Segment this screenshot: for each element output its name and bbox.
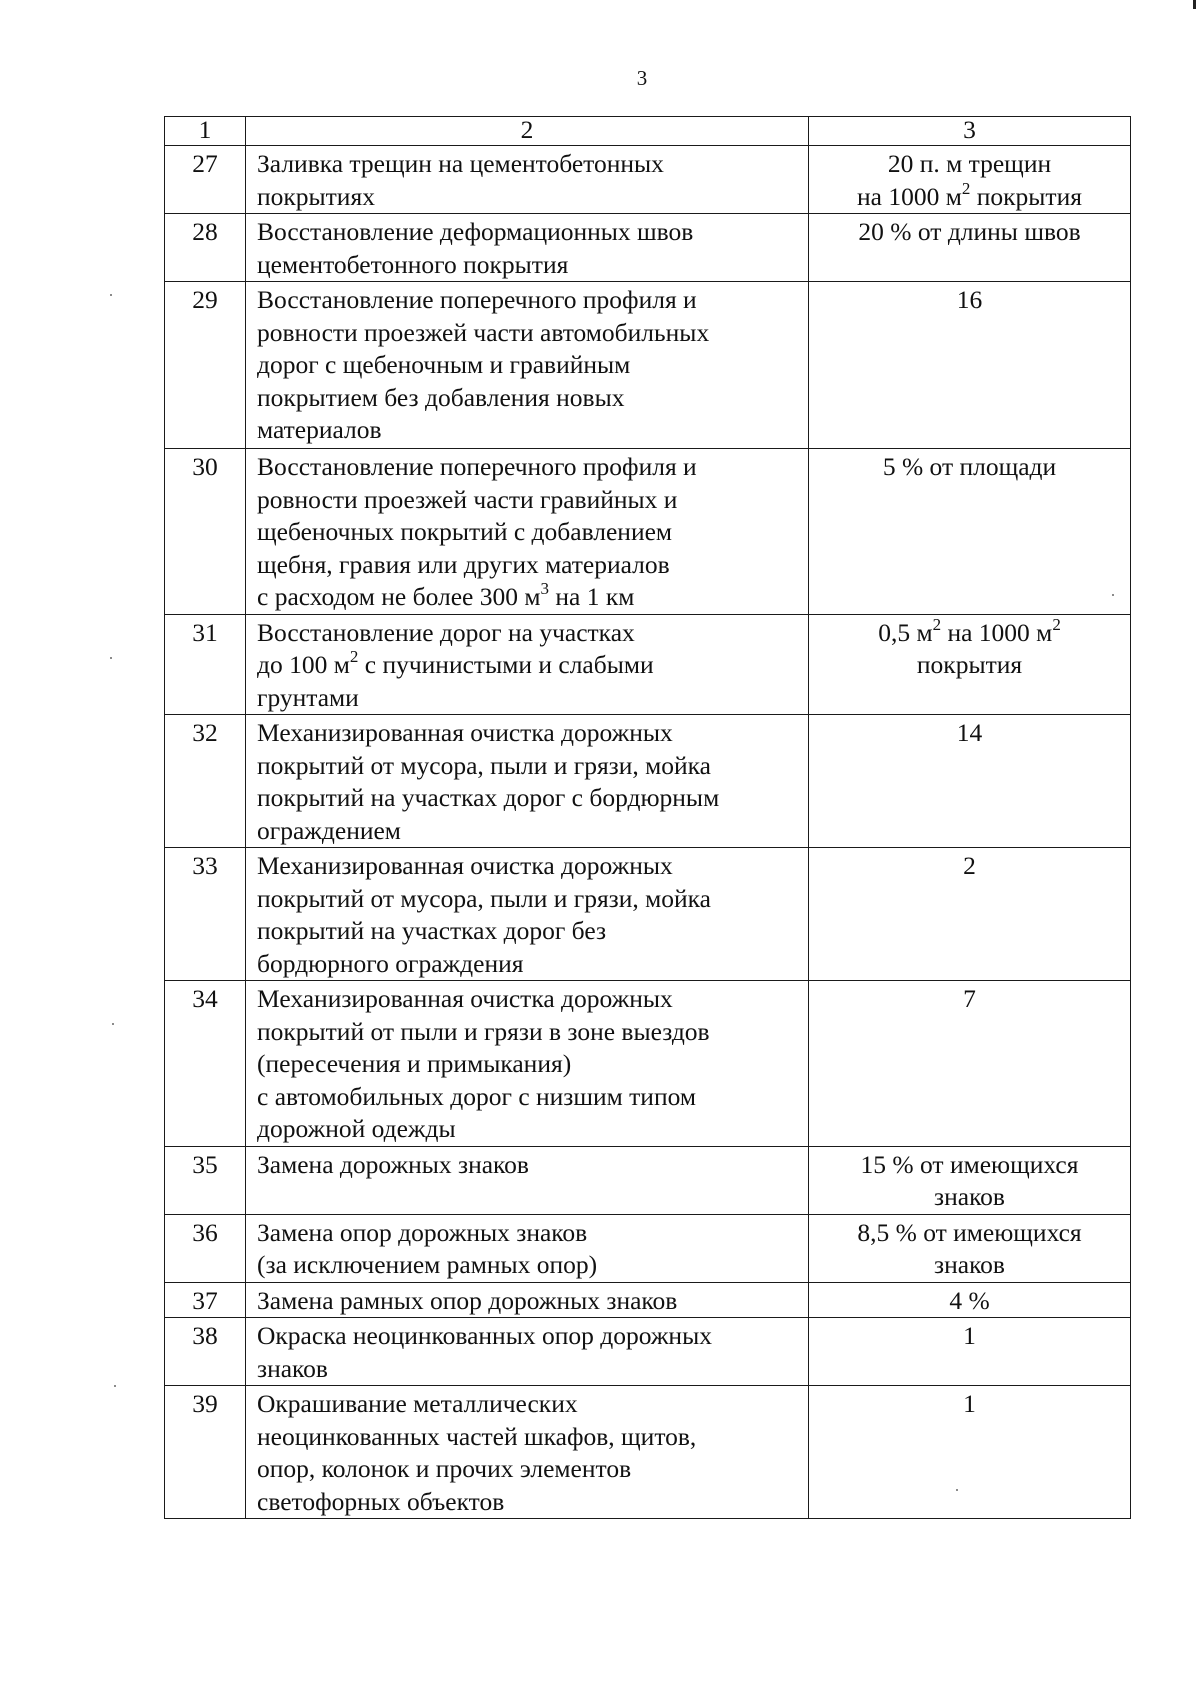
cell-line: Восстановление дорог на участках: [257, 617, 635, 647]
norm-value: [809, 1318, 1131, 1386]
norm-value: [809, 214, 1131, 282]
cell-line: [815, 148, 1124, 181]
cell-line: (пересечения и примыкания): [257, 1049, 572, 1078]
scan-speck: [1112, 594, 1114, 596]
text-run: 20 п. м трещин: [887, 149, 1052, 178]
table-row: [165, 449, 1131, 615]
cell-line: [815, 1249, 1124, 1282]
cell-line: Механизированная очистка дорожных: [257, 984, 673, 1013]
table-row: [165, 282, 1131, 449]
work-name: [246, 614, 809, 715]
cell-line: [815, 1217, 1124, 1250]
work-name: [246, 214, 809, 282]
scan-speck: [112, 1023, 114, 1025]
cell-line: неоцинкованных частей шкафов, щитов,: [257, 1421, 697, 1451]
text-run: на 1000 м: [941, 617, 1053, 647]
cell-line: ограждением: [257, 815, 401, 845]
text-run: 5 % от площади: [882, 452, 1057, 481]
cell-line: [815, 451, 1124, 484]
scan-speck: [110, 294, 112, 296]
row-number: 37: [165, 1282, 246, 1318]
work-name: [246, 146, 809, 214]
cell-line: покрытий от мусора, пыли и грязи, мойка: [257, 750, 711, 780]
cell-line: материалов: [257, 415, 382, 444]
scan-speck: [110, 657, 112, 659]
cell-line: Заливка трещин на цементобетонных: [257, 149, 664, 178]
text-run: 14: [956, 718, 983, 747]
table-row: [165, 715, 1131, 848]
cell-line: покрытий от мусора, пыли и грязи, мойка: [257, 883, 711, 913]
norm-value: [809, 1214, 1131, 1282]
table-row: [165, 614, 1131, 715]
cell-line: Восстановление деформационных швов: [257, 217, 694, 246]
text-run: 15 % от имеющихся: [860, 1149, 1079, 1179]
norms-table: [164, 116, 1131, 1519]
text-run: 4 %: [949, 1285, 990, 1315]
cell-line: дорог с щебеночным и гравийным: [257, 350, 631, 379]
row-number: 32: [165, 715, 246, 848]
table-row: [165, 1146, 1131, 1214]
column-header: 3: [809, 117, 1131, 146]
cell-line: [815, 1320, 1124, 1353]
cell-line: бордюрного ограждения: [257, 948, 524, 978]
cell-line: [815, 216, 1124, 249]
text-run: знаков: [934, 1182, 1005, 1211]
work-name: [246, 1386, 809, 1519]
cell-line: [815, 1388, 1124, 1421]
cell-line: покрытий на участках дорог с бордюрным: [257, 783, 720, 812]
scan-corner-mark: [1193, 0, 1196, 9]
superscript: 2: [961, 178, 971, 198]
table-body: [165, 146, 1131, 1519]
cell-line: Окраска неоцинкованных опор дорожных: [257, 1321, 712, 1350]
cell-line: щебеночных покрытий с добавлением: [257, 517, 673, 546]
text-run: на 1 км: [549, 582, 635, 611]
norm-value: [809, 715, 1131, 848]
cell-line: ровности проезжей части гравийных и: [257, 484, 678, 514]
text-run: покрытия: [970, 181, 1082, 211]
text-run: 2: [963, 851, 976, 880]
text-run: с пучинистыми и слабыми: [358, 650, 654, 679]
superscript: 2: [932, 614, 942, 634]
text-run: 0,5 м: [878, 617, 933, 647]
cell-line: покрытий на участках дорог без: [257, 916, 607, 945]
table-row: [165, 981, 1131, 1147]
norm-value: [809, 848, 1131, 981]
row-number: 34: [165, 981, 246, 1147]
text-run: 8,5 % от имеющихся: [857, 1217, 1082, 1247]
norm-value: [809, 1282, 1131, 1318]
norm-value: [809, 449, 1131, 615]
scan-speck: [956, 1489, 958, 1491]
cell-line: [815, 717, 1124, 750]
table-row: [165, 146, 1131, 214]
work-name: [246, 1318, 809, 1386]
row-number: 36: [165, 1214, 246, 1282]
cell-line: грунтами: [257, 682, 359, 712]
row-number: 39: [165, 1386, 246, 1519]
work-name: [246, 981, 809, 1147]
table-row: [165, 1214, 1131, 1282]
page-number: 3: [636, 66, 648, 90]
text-run: с расходом не более 300 м: [257, 582, 541, 611]
cell-line: [815, 850, 1124, 883]
cell-line: покрытий от пыли и грязи в зоне выездов: [257, 1016, 710, 1046]
table-header-row: [165, 117, 1131, 146]
cell-line: [815, 1285, 1124, 1318]
norm-value: [809, 1146, 1131, 1214]
cell-line: Восстановление поперечного профиля и: [257, 452, 697, 481]
row-number: 38: [165, 1318, 246, 1386]
row-number: 35: [165, 1146, 246, 1214]
cell-line: с автомобильных дорог с низшим типом: [257, 1081, 697, 1111]
row-number: 28: [165, 214, 246, 282]
cell-line: дорожной одежды: [257, 1114, 456, 1143]
cell-line: Механизированная очистка дорожных: [257, 851, 673, 880]
superscript: 2: [349, 647, 359, 666]
text-run: до 100 м: [257, 650, 350, 679]
cell-line: Окрашивание металлических: [257, 1389, 578, 1418]
cell-line: Механизированная очистка дорожных: [257, 718, 673, 747]
norm-value: [809, 614, 1131, 715]
cell-line: знаков: [257, 1353, 328, 1383]
text-run: 16: [956, 285, 983, 314]
work-name: [246, 449, 809, 615]
table-row: [165, 1318, 1131, 1386]
row-number: 29: [165, 282, 246, 449]
norm-value: [809, 282, 1131, 449]
cell-line: Замена дорожных знаков: [257, 1149, 529, 1179]
cell-line: [815, 1181, 1124, 1214]
cell-line: покрытием без добавления новых: [257, 382, 625, 412]
scan-speck: [114, 1385, 116, 1387]
work-name: [246, 715, 809, 848]
cell-line: Замена опор дорожных знаков: [257, 1217, 588, 1247]
text-run: 20 % от длины швов: [858, 217, 1081, 246]
text-run: знаков: [934, 1250, 1005, 1279]
cell-line: Замена рамных опор дорожных знаков: [257, 1285, 678, 1315]
table-row: [165, 848, 1131, 981]
cell-line: [815, 178, 1124, 214]
row-number: 31: [165, 614, 246, 715]
row-number: 30: [165, 449, 246, 615]
norm-value: [809, 146, 1131, 214]
text-run: 1: [963, 1389, 976, 1418]
cell-line: щебня, гравия или других материалов: [257, 549, 670, 579]
cell-line: ровности проезжей части автомобильных: [257, 317, 710, 347]
work-name: [246, 282, 809, 449]
cell-line: Восстановление поперечного профиля и: [257, 285, 697, 314]
cell-line: покрытиях: [257, 181, 375, 211]
norm-value: [809, 981, 1131, 1147]
work-name: [246, 1214, 809, 1282]
cell-line: [257, 581, 802, 614]
work-name: [246, 1282, 809, 1318]
text-run: покрытия: [916, 650, 1023, 679]
work-name: [246, 1146, 809, 1214]
cell-line: (за исключением рамных опор): [257, 1250, 598, 1279]
cell-line: [815, 284, 1124, 317]
row-number: 27: [165, 146, 246, 214]
cell-line: [257, 649, 802, 682]
table-row: [165, 1386, 1131, 1519]
column-header: 2: [246, 117, 809, 146]
norm-value: [809, 1386, 1131, 1519]
work-name: [246, 848, 809, 981]
table-row: [165, 1282, 1131, 1318]
table-row: [165, 214, 1131, 282]
cell-line: [815, 614, 1124, 650]
cell-line: [815, 1149, 1124, 1182]
cell-line: цементобетонного покрытия: [257, 249, 569, 279]
superscript: 2: [1052, 614, 1061, 634]
cell-line: светофорных объектов: [257, 1486, 505, 1516]
text-run: 1: [963, 1321, 976, 1350]
column-header: 1: [165, 117, 246, 146]
superscript: 3: [540, 579, 550, 598]
cell-line: [815, 649, 1124, 682]
row-number: 33: [165, 848, 246, 981]
text-run: 7: [963, 984, 976, 1013]
cell-line: опор, колонок и прочих элементов: [257, 1454, 632, 1483]
text-run: на 1000 м: [857, 181, 962, 211]
cell-line: [815, 983, 1124, 1016]
